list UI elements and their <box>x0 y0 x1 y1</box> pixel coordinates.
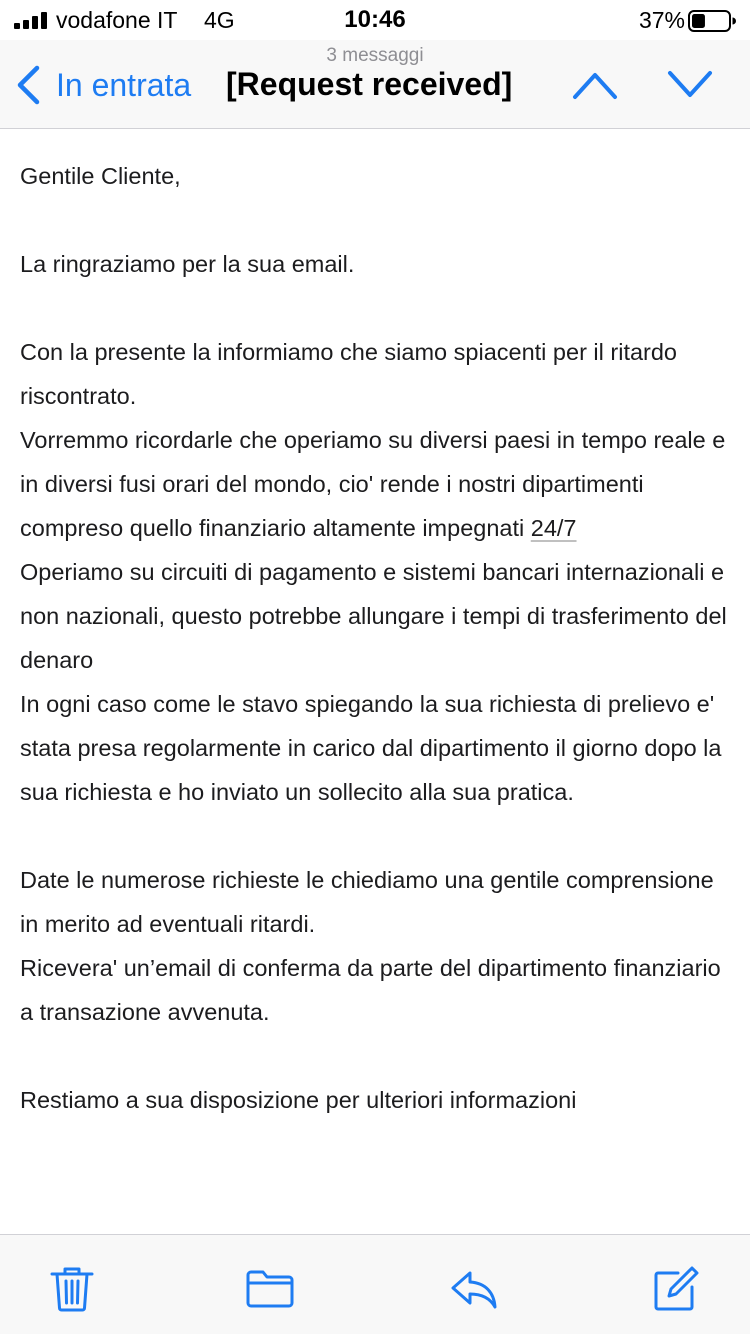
email-greeting: Gentile Cliente, <box>20 163 181 189</box>
email-paragraph-text: Vorremmo ricordarle che operiamo su diversi paesi in tempo reale e in diversi fusi orari del mondo, cio' rende i nostri dipartimenti compreso quello finanziario altamente impegnati <box>20 427 726 541</box>
chevron-left-icon <box>16 65 40 105</box>
bottom-toolbar <box>0 1234 750 1334</box>
email-subject: [Request received] <box>226 66 513 102</box>
network-type: 4G <box>204 7 235 33</box>
compose-icon[interactable] <box>652 1265 700 1313</box>
battery-icon <box>688 10 736 32</box>
email-body <box>20 154 736 1122</box>
email-thanks: La ringraziamo per la sua email. <box>20 251 355 277</box>
chevron-down-icon[interactable] <box>667 70 713 100</box>
status-bar <box>0 0 750 40</box>
message-count: 3 messaggi <box>326 45 424 66</box>
email-paragraph: Con la presente la informiamo che siamo spiacenti per il ritardo riscontrato. <box>20 339 678 409</box>
email-paragraph: Date le numerose richieste le chiediamo una gentile comprensione in merito ad eventuali ritardi. <box>20 867 714 937</box>
email-paragraph: Ricevera' un’email di conferma da parte del dipartimento finanziario a transazione avvenuta. <box>20 955 721 1025</box>
email-paragraph: Restiamo a sua disposizione per ulteriori informazioni <box>20 1087 577 1113</box>
folder-icon[interactable] <box>246 1265 294 1313</box>
nav-bar <box>0 40 750 129</box>
back-button[interactable] <box>16 64 191 106</box>
email-paragraph <box>20 418 736 550</box>
email-paragraph: In ogni caso come le stavo spiegando la sua richiesta di prelievo e' stata presa regolarmente in carico dal dipartimento il giorno dopo la sua richiesta e ho inviato un sollecito alla sua pratica. <box>20 691 722 805</box>
back-label: In entrata <box>56 66 192 103</box>
reply-icon[interactable] <box>450 1265 498 1313</box>
email-paragraph: Operiamo su circuiti di pagamento e sistemi bancari internazionali e non nazionali, questo potrebbe allungare i tempi di trasferimento del denaro <box>20 559 727 673</box>
chevron-up-icon[interactable] <box>572 70 618 100</box>
battery-percent: 37% <box>638 7 685 33</box>
carrier-name: vodafone IT <box>56 7 178 33</box>
clock: 10:46 <box>344 6 406 33</box>
detected-time-link[interactable]: 24/7 <box>530 515 577 541</box>
trash-icon[interactable] <box>48 1265 96 1313</box>
